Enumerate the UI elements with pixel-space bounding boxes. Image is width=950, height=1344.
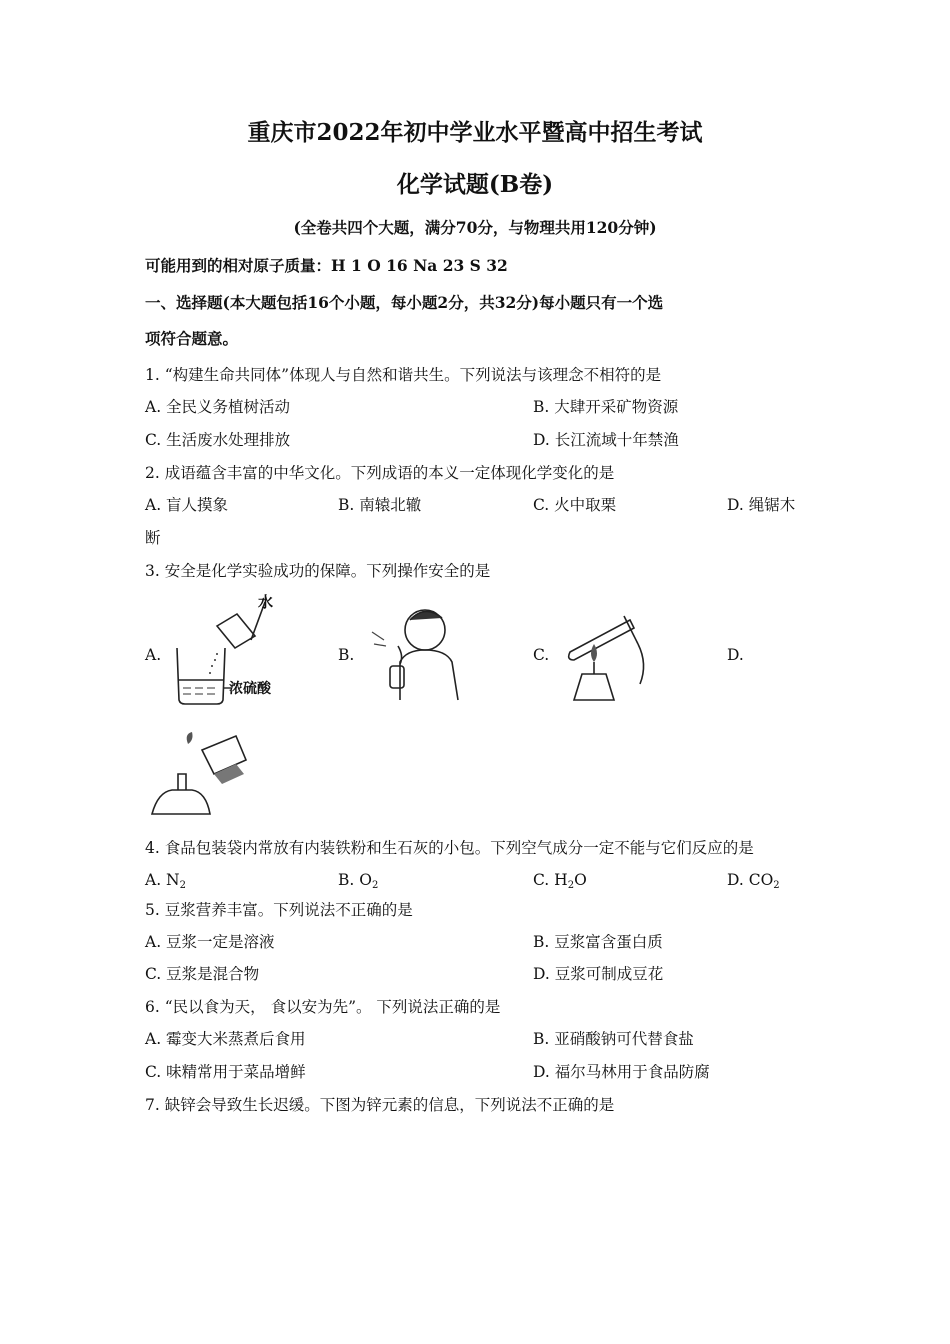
q4-option-d: D. $CO_2$ [727,871,780,891]
atomic-masses: 可能用到的相对原子质量：H 1 O 16 Na 23 S 32 [145,256,508,275]
alcohol-lamp-icon [574,674,614,700]
figure-c-heating [560,600,660,708]
q3-option-b: B. [338,646,355,664]
question-4-stem: 4. 食品包装袋内常放有内装铁粉和生石灰的小包。下列空气成分一定不能与它们反应的是 [145,839,754,857]
q3-option-c: C. [533,646,550,664]
q3-option-d: D. [727,646,744,664]
reagent-bottle-icon [390,666,404,688]
q1-option-d: D. 长江流域十年禁渔 [533,431,679,449]
q5-option-a: A. 豆浆一定是溶液 [145,933,275,951]
q1-option-b: B. 大肆开采矿物资源 [533,398,679,416]
q6-option-b: B. 亚硝酸钠可代替食盐 [533,1030,694,1048]
exam-note: (全卷共四个大题，满分70分，与物理共用120分钟) [293,218,657,237]
beaker-icon [177,648,225,704]
q5-option-d: D. 豆浆可制成豆花 [533,965,664,983]
q4-option-b: B. $O_2$ [338,871,379,891]
question-3-stem: 3. 安全是化学实验成功的保障。下列操作安全的是 [145,562,491,580]
q4-option-c: C. $H_2O$ [533,871,587,891]
q6-option-d: D. 福尔马林用于食品防腐 [533,1063,710,1081]
question-6-stem: 6. “民以食为天， 食以安为先”。 下列说法正确的是 [145,998,501,1016]
page-subtitle: 化学试题(B卷) [396,171,554,198]
figure-label-acid: 浓硫酸 [229,681,271,697]
figure-d-lamp-lighting [148,730,258,822]
figure-label-water: 水 [258,593,274,611]
q5-option-b: B. 豆浆富含蛋白质 [533,933,663,951]
question-5-stem: 5. 豆浆营养丰富。下列说法不正确的是 [145,901,413,919]
figure-b-smelling [370,600,470,702]
section-heading: 一、选择题(本大题包括16个小题，每小题2分，共32分)每小题只有一个选 [145,293,664,312]
q3-option-a: A. [145,646,162,664]
question-7-stem: 7. 缺锌会导致生长迟缓。下图为锌元素的信息，下列说法不正确的是 [145,1096,615,1114]
q2-option-d: D. 绳锯木 [727,496,796,514]
q1-option-c: C. 生活废水处理排放 [145,431,291,449]
question-1-stem: 1. “构建生命共同体”体现人与自然和谐共生。下列说法与该理念不相符的是 [145,366,662,384]
tube-holder-icon [624,616,638,644]
section-heading-cont: 项符合题意。 [145,329,239,348]
alcohol-lamp-icon [152,790,210,814]
page-title: 重庆市2022年初中学业水平暨高中招生考试 [247,119,703,146]
q2-option-b: B. 南辕北辙 [338,496,422,514]
pouring-beaker-icon [217,614,255,648]
q2-option-d-wrap: 断 [145,529,161,547]
q2-option-c: C. 火中取栗 [533,496,617,514]
q6-option-c: C. 味精常用于菜品增鲜 [145,1063,306,1081]
q4-option-a: A. $N_2$ [145,871,186,891]
q1-option-a: A. 全民义务植树活动 [145,398,291,416]
question-2-stem: 2. 成语蕴含丰富的中华文化。下列成语的本义一定体现化学变化的是 [145,464,615,482]
q2-option-a: A. 盲人摸象 [145,496,229,514]
q6-option-a: A. 霉变大米蒸煮后食用 [145,1030,306,1048]
q5-option-c: C. 豆浆是混合物 [145,965,260,983]
test-tube-icon [569,620,634,660]
